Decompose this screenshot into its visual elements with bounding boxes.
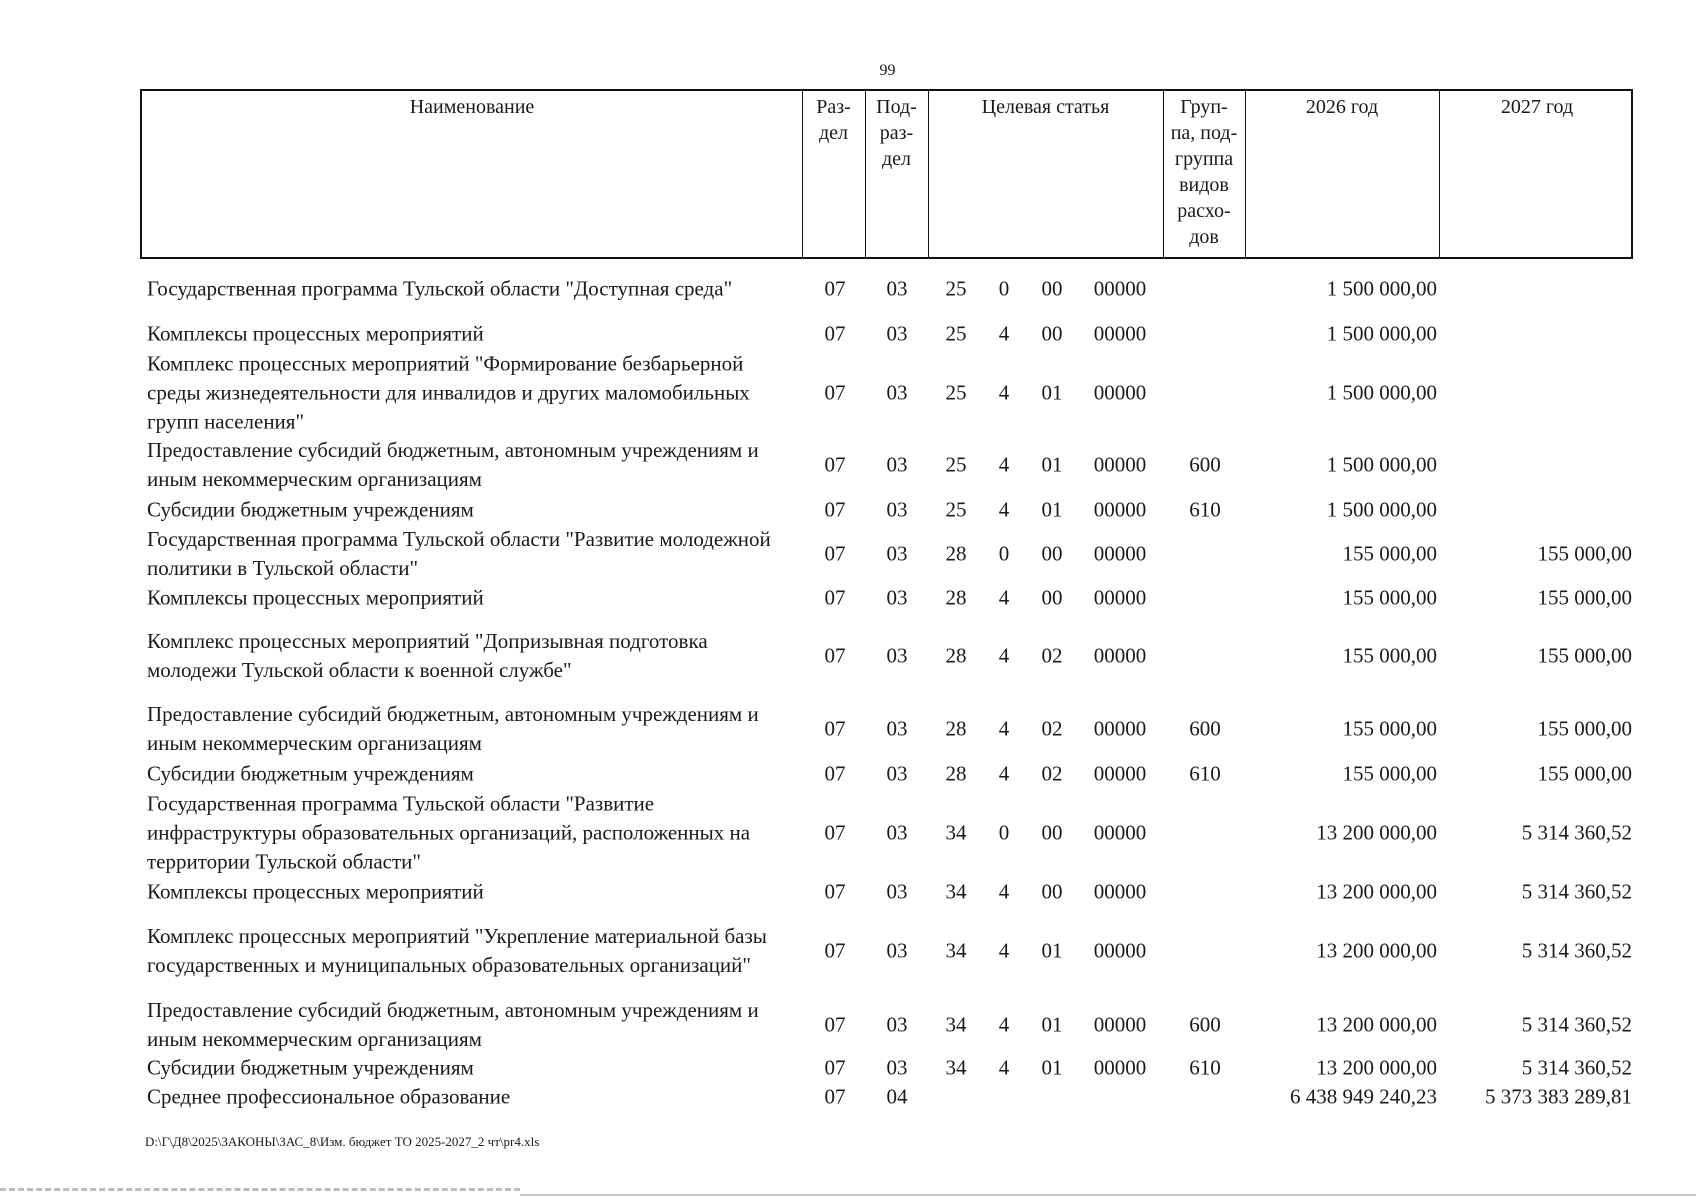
- row-name: Государственная программа Тульской области "Доступная среда": [147, 276, 733, 301]
- row-program-code: 28: [945, 585, 967, 610]
- row-direction-code: 00000: [1093, 938, 1147, 963]
- row-subprogram-code: 0: [998, 276, 1010, 301]
- row-amount-2026: 155 000,00: [1342, 541, 1437, 566]
- row-subprogram-code: 4: [998, 497, 1010, 522]
- row-program-code: 34: [945, 1055, 967, 1080]
- row-podrazdel: 03: [886, 380, 908, 405]
- row-event-code: 02: [1041, 643, 1063, 668]
- row-name: Комплекс процессных мероприятий "Укрепление материальной базы государственных и муниципальных образовательных организаций": [147, 924, 767, 977]
- row-name: Государственная программа Тульской области "Развитие молодежной политики в Тульской области": [147, 527, 771, 580]
- row-program-code: 25: [945, 276, 967, 301]
- header-expense-group: Груп- па, под- группа видов расхо- дов: [1170, 96, 1238, 248]
- row-amount-2026: 13 200 000,00: [1316, 1055, 1437, 1080]
- row-direction-code: 00000: [1093, 321, 1147, 346]
- row-expense-group: 610: [1189, 1055, 1221, 1080]
- row-name: Предоставление субсидий бюджетным, автономным учреждениям и иным некоммерческим организациям: [147, 438, 759, 491]
- row-expense-group: 610: [1189, 761, 1221, 786]
- row-program-code: 28: [945, 761, 967, 786]
- row-razdel: 07: [824, 585, 846, 610]
- row-expense-group: 600: [1189, 1012, 1221, 1037]
- row-podrazdel: 04: [886, 1084, 908, 1109]
- row-direction-code: 00000: [1093, 761, 1147, 786]
- row-event-code: 02: [1041, 761, 1063, 786]
- row-podrazdel: 03: [886, 452, 908, 477]
- row-amount-2027: 5 314 360,52: [1521, 938, 1632, 963]
- row-amount-2026: 13 200 000,00: [1316, 820, 1437, 845]
- row-event-code: 01: [1041, 938, 1063, 963]
- row-amount-2027: 155 000,00: [1537, 585, 1632, 610]
- row-amount-2026: 13 200 000,00: [1316, 879, 1437, 904]
- table-row: [0, 352, 1696, 434]
- header-razdel: Раз- дел: [816, 96, 851, 144]
- row-program-code: 28: [945, 716, 967, 741]
- row-expense-group: 600: [1189, 716, 1221, 741]
- table-row: [0, 526, 1696, 582]
- row-program-code: 34: [945, 938, 967, 963]
- row-razdel: 07: [824, 276, 846, 301]
- header-year-2027: 2027 год: [1500, 96, 1574, 118]
- row-name: Комплексы процессных мероприятий: [147, 879, 484, 904]
- row-razdel: 07: [824, 1084, 846, 1109]
- row-direction-code: 00000: [1093, 541, 1147, 566]
- row-direction-code: 00000: [1093, 380, 1147, 405]
- header-year-2026: 2026 год: [1305, 96, 1379, 118]
- row-name: Среднее профессиональное образование: [147, 1084, 511, 1109]
- row-subprogram-code: 4: [998, 321, 1010, 346]
- row-program-code: 28: [945, 541, 967, 566]
- table-row: [0, 584, 1696, 612]
- row-name: Комплексы процессных мероприятий: [147, 585, 484, 610]
- row-expense-group: 610: [1189, 497, 1221, 522]
- row-event-code: 01: [1041, 452, 1063, 477]
- row-razdel: 07: [824, 321, 846, 346]
- table-row: [0, 760, 1696, 788]
- table-row: [0, 1084, 1696, 1110]
- row-subprogram-code: 4: [998, 643, 1010, 668]
- row-direction-code: 00000: [1093, 643, 1147, 668]
- row-name: Предоставление субсидий бюджетным, автономным учреждениям и иным некоммерческим организациям: [147, 702, 759, 755]
- row-amount-2026: 13 200 000,00: [1316, 1012, 1437, 1037]
- row-subprogram-code: 4: [998, 585, 1010, 610]
- row-program-code: 28: [945, 643, 967, 668]
- row-razdel: 07: [824, 643, 846, 668]
- row-podrazdel: 03: [886, 497, 908, 522]
- row-event-code: 02: [1041, 716, 1063, 741]
- row-subprogram-code: 0: [998, 820, 1010, 845]
- row-program-code: 25: [945, 452, 967, 477]
- table-row: [0, 626, 1696, 686]
- row-event-code: 00: [1041, 276, 1063, 301]
- row-program-code: 25: [945, 321, 967, 346]
- row-razdel: 07: [824, 541, 846, 566]
- table-header: [140, 89, 1633, 259]
- row-event-code: 01: [1041, 1055, 1063, 1080]
- row-amount-2026: 1 500 000,00: [1326, 276, 1437, 301]
- row-direction-code: 00000: [1093, 1055, 1147, 1080]
- row-amount-2027: 5 314 360,52: [1521, 1012, 1632, 1037]
- row-podrazdel: 03: [886, 879, 908, 904]
- row-subprogram-code: 4: [998, 1055, 1010, 1080]
- row-amount-2026: 1 500 000,00: [1326, 380, 1437, 405]
- row-amount-2027: 155 000,00: [1537, 643, 1632, 668]
- table-row: [0, 878, 1696, 906]
- row-subprogram-code: 4: [998, 761, 1010, 786]
- row-program-code: 25: [945, 497, 967, 522]
- row-name: Комплексы процессных мероприятий: [147, 321, 484, 346]
- row-direction-code: 00000: [1093, 452, 1147, 477]
- scan-edge: [0, 1188, 520, 1191]
- row-amount-2026: 155 000,00: [1342, 716, 1437, 741]
- row-subprogram-code: 4: [998, 716, 1010, 741]
- row-podrazdel: 03: [886, 643, 908, 668]
- row-event-code: 01: [1041, 380, 1063, 405]
- row-direction-code: 00000: [1093, 879, 1147, 904]
- row-name: Государственная программа Тульской области "Развитие инфраструктуры образовательных организаций, расположенных на территории Тульской области": [147, 791, 751, 874]
- row-amount-2026: 1 500 000,00: [1326, 497, 1437, 522]
- row-event-code: 00: [1041, 541, 1063, 566]
- row-podrazdel: 03: [886, 541, 908, 566]
- row-podrazdel: 03: [886, 585, 908, 610]
- table-row: [0, 791, 1696, 875]
- row-subprogram-code: 0: [998, 541, 1010, 566]
- row-amount-2027: 5 314 360,52: [1521, 820, 1632, 845]
- row-podrazdel: 03: [886, 1012, 908, 1037]
- row-amount-2026: 155 000,00: [1342, 761, 1437, 786]
- row-podrazdel: 03: [886, 761, 908, 786]
- row-event-code: 01: [1041, 497, 1063, 522]
- row-subprogram-code: 4: [998, 879, 1010, 904]
- row-amount-2027: 155 000,00: [1537, 541, 1632, 566]
- header-name: Наименование: [409, 96, 535, 118]
- row-razdel: 07: [824, 497, 846, 522]
- table-row: [0, 496, 1696, 524]
- page-number: 99: [879, 62, 896, 79]
- row-podrazdel: 03: [886, 276, 908, 301]
- scan-edge: [520, 1194, 1696, 1196]
- row-name: Комплекс процессных мероприятий "Допризывная подготовка молодежи Тульской области к военной службе": [147, 629, 708, 682]
- table-row: [0, 1054, 1696, 1082]
- row-razdel: 07: [824, 820, 846, 845]
- row-amount-2027: 5 314 360,52: [1521, 879, 1632, 904]
- row-direction-code: 00000: [1093, 716, 1147, 741]
- row-amount-2026: 1 500 000,00: [1326, 452, 1437, 477]
- row-razdel: 07: [824, 1055, 846, 1080]
- row-podrazdel: 03: [886, 321, 908, 346]
- row-event-code: 00: [1041, 879, 1063, 904]
- row-podrazdel: 03: [886, 1055, 908, 1080]
- row-podrazdel: 03: [886, 716, 908, 741]
- table-row: [0, 260, 1696, 318]
- row-direction-code: 00000: [1093, 820, 1147, 845]
- row-name: Субсидии бюджетным учреждениям: [147, 1055, 474, 1080]
- row-expense-group: 600: [1189, 452, 1221, 477]
- header-podrazdel: Под- раз- дел: [876, 96, 917, 170]
- row-name: Субсидии бюджетным учреждениям: [147, 761, 474, 786]
- row-amount-2026: 155 000,00: [1342, 643, 1437, 668]
- table-row: [0, 997, 1696, 1053]
- row-program-code: 34: [945, 820, 967, 845]
- row-program-code: 34: [945, 879, 967, 904]
- row-amount-2027: 155 000,00: [1537, 716, 1632, 741]
- row-program-code: 34: [945, 1012, 967, 1037]
- row-razdel: 07: [824, 716, 846, 741]
- row-amount-2026: 13 200 000,00: [1316, 938, 1437, 963]
- row-direction-code: 00000: [1093, 497, 1147, 522]
- row-amount-2027: 155 000,00: [1537, 761, 1632, 786]
- row-podrazdel: 03: [886, 820, 908, 845]
- row-name: Комплекс процессных мероприятий "Формирование безбарьерной среды жизнедеятельности для инвалидов и других маломобильных групп населения": [147, 351, 750, 434]
- row-amount-2026: 1 500 000,00: [1326, 321, 1437, 346]
- row-event-code: 01: [1041, 1012, 1063, 1037]
- row-event-code: 00: [1041, 820, 1063, 845]
- row-podrazdel: 03: [886, 938, 908, 963]
- header-target-article: Целевая статья: [981, 96, 1110, 118]
- row-subprogram-code: 4: [998, 1012, 1010, 1037]
- row-razdel: 07: [824, 380, 846, 405]
- row-direction-code: 00000: [1093, 585, 1147, 610]
- row-subprogram-code: 4: [998, 380, 1010, 405]
- table-row: [0, 437, 1696, 493]
- row-amount-2026: 155 000,00: [1342, 585, 1437, 610]
- row-program-code: 25: [945, 380, 967, 405]
- row-amount-2027: 5 373 383 289,81: [1485, 1084, 1632, 1109]
- table-row: [0, 319, 1696, 349]
- row-name: Предоставление субсидий бюджетным, автономным учреждениям и иным некоммерческим организациям: [147, 998, 759, 1051]
- row-amount-2026: 6 438 949 240,23: [1290, 1084, 1437, 1109]
- row-razdel: 07: [824, 452, 846, 477]
- row-amount-2027: 5 314 360,52: [1521, 1055, 1632, 1080]
- file-path-footer: D:\Г\Д8\2025\ЗАКОНЫ\ЗАС_8\Изм. бюджет ТО 2025-2027_2 чт\pr4.xls: [145, 1134, 540, 1149]
- table-row: [0, 700, 1696, 758]
- row-razdel: 07: [824, 879, 846, 904]
- row-subprogram-code: 4: [998, 938, 1010, 963]
- row-razdel: 07: [824, 761, 846, 786]
- row-name: Субсидии бюджетным учреждениям: [147, 497, 474, 522]
- row-event-code: 00: [1041, 585, 1063, 610]
- row-event-code: 00: [1041, 321, 1063, 346]
- row-direction-code: 00000: [1093, 276, 1147, 301]
- table-row: [0, 909, 1696, 993]
- row-subprogram-code: 4: [998, 452, 1010, 477]
- row-razdel: 07: [824, 938, 846, 963]
- row-direction-code: 00000: [1093, 1012, 1147, 1037]
- row-razdel: 07: [824, 1012, 846, 1037]
